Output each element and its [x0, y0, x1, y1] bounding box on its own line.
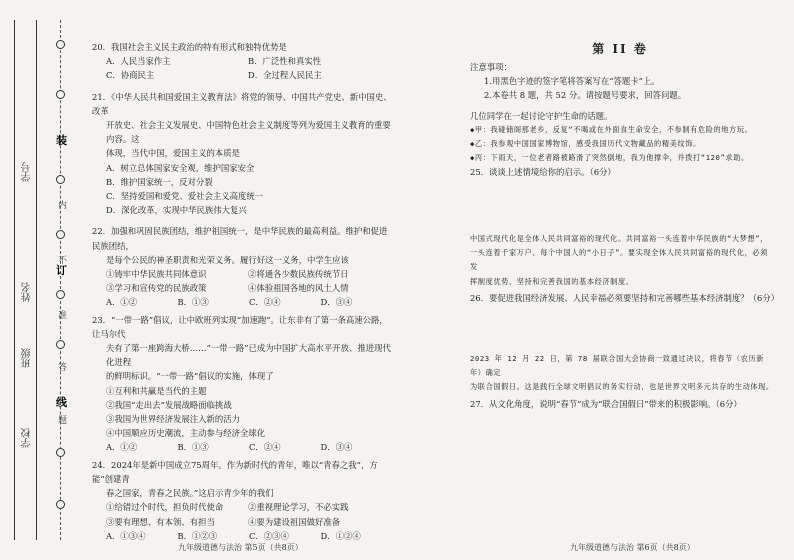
q23-stem-line: 23．“一带一路”倡议，让中欧班列实现“加速跑”。让东非有了第一条高速公路，让马尔代: [92, 314, 388, 339]
margin-circle: [56, 340, 65, 349]
dialogue-line: ◆甲：我碰储阁那老乡，反复“不喝或在外面食生命安全，不参制有危险的地方玩。: [470, 124, 753, 134]
q21-stem-line: 21．《中华人民共和国爱国主义教育法》将党的领导、中国共产党史、新中国史、改革: [92, 91, 392, 116]
q23-option-a: A．①②: [106, 442, 138, 453]
q22-item: ③学习和宣传党的民族政策: [106, 283, 207, 294]
q24-item: ④要为建设祖国做好准备: [248, 516, 341, 527]
q20-option-c: C．协商民主: [106, 70, 155, 81]
q23-options-row: [92, 440, 392, 454]
margin-circle: [56, 90, 65, 99]
passage-26-line: 中国式现代化是全体人民共同富裕的现代化。共同富裕一头连着中华民族的“大梦想”，: [470, 234, 768, 243]
page-footer-left: 九年级道德与法治 第5页（共8页）: [178, 543, 303, 552]
margin-circle: [56, 290, 65, 299]
margin-mark-da: 答: [56, 362, 66, 372]
margin-rule-left: [14, 20, 15, 540]
q24-option-c: C．②③④: [249, 530, 289, 541]
q23-item: ①互利和共赢是当代的主题: [106, 385, 207, 396]
q24-items-row: [92, 500, 392, 514]
note-item: 2.本卷共 8 题，共 52 分。请按题号要求，回答问题。: [484, 90, 687, 101]
q22-option-c: C．②④: [249, 297, 281, 308]
page-footer-right: 九年级道德与法治 第6页（共8页）: [570, 543, 695, 552]
q24-items-row: [92, 515, 392, 529]
margin-circle: [56, 175, 65, 184]
q22-option-d: D．③④: [320, 297, 353, 308]
margin-circle: [56, 500, 65, 509]
q20-options-row: [92, 68, 392, 82]
q22-option-b: B．①③: [177, 297, 209, 308]
q24-option-b: B．①②③: [177, 530, 218, 541]
q22-item: ④体验祖国各地的风土人情: [248, 283, 349, 294]
passage-26: [470, 232, 780, 305]
margin-circle: [56, 448, 65, 457]
margin-circle: [56, 230, 65, 239]
q21-option-b: B．维护国家统一，反对分裂: [106, 176, 213, 187]
q22-options-row: [92, 295, 392, 309]
margin-mark-zhuang: 装: [56, 134, 67, 147]
q22-item: ②将通各少数民族传统节日: [248, 269, 349, 280]
q23-item: ④中国顺应历史潮流，主动参与经济全球化: [106, 428, 266, 439]
passage-26-line: 挥制度优势，坚持和完善我国的基本经济制度。: [470, 276, 634, 286]
q23-option-b: B．①③: [177, 442, 209, 453]
q23-stem-line: 的鲜明标识。“一带一路”倡议的实施，体现了: [106, 371, 274, 382]
margin-mark-xian: 线: [56, 396, 67, 409]
q20-option-b: B．广泛性和真实性: [248, 56, 322, 67]
q22-stem-line: 是每个公民的神圣职责和光荣义务。履行好这一义务，中学生应该: [106, 254, 349, 265]
passage-27-line: 2023 年 12 月 22 日，第 78 届联合国大会协商一致通过决议，将春节（农历新年）确定: [470, 354, 765, 378]
margin-mark-bu: 不: [56, 255, 66, 265]
q22-items-row: [92, 267, 392, 281]
dialogue-line: ◆丙：下雨天，一位老者路被路滑了突然倒地，我为他撑伞，并拨打“120”求助。: [470, 153, 749, 163]
school-label: 学校: [22, 428, 33, 448]
right-question-column: [470, 60, 775, 180]
passage-27: [470, 352, 775, 411]
margin-mark-zhun: 准: [56, 310, 66, 320]
passage-26-line: 一头连着千家万户、每个中国人的“小日子”。要实现全体人民共同富裕的现代化，必须发: [470, 248, 768, 272]
notes-title: 注意事项：: [470, 62, 512, 72]
q24-item: ①给错过个时代，担负时代使命: [106, 502, 224, 513]
q23-stem-line: 夫有了第一座跨海大桥……“一带一路”已成为中国扩大高水平开放、推进现代化进程: [106, 343, 391, 368]
q22-item: ①铸牢中华民族共同体意识: [106, 269, 207, 280]
q22-option-a: A．①②: [106, 297, 138, 308]
q21-stem-line: 开放史、社会主义发展史、中国特色社会主义制度等列为爱国主义教育的重要内容。这: [106, 120, 391, 145]
q20-stem: 20．我国社会主义民主政治的特有形式和独特优势是: [92, 42, 287, 52]
q24-options-row: [92, 529, 392, 543]
q24-option-d: D．①②④: [320, 530, 361, 541]
q22-stem-line: 22．加强和巩固民族团结，维护祖国统一，是中华民族的最高利益。维护和促进民族团结，: [92, 226, 388, 251]
q21-option-c: C．坚持爱国和爱党、爱社会主义高度统一: [106, 191, 264, 202]
q23-option-c: C．②④: [249, 442, 281, 453]
margin-mark-ti: 题: [56, 415, 66, 425]
margin-mark-nei: 内: [56, 200, 66, 210]
q21-option-d: D．深化改革，实现中华民族伟大复兴: [106, 205, 247, 216]
q21-option-a: A．树立总体国家安全观，维护国家安全: [106, 162, 255, 173]
q23-item: ②我国“走出去”发展战略面临挑战: [106, 399, 232, 410]
name-label: 姓名: [22, 282, 33, 302]
q23-option-d: D．③④: [320, 442, 353, 453]
q25-prompt: 25．谈谈上述情境给你的启示。（6分）: [470, 167, 616, 178]
q24-option-a: A．①③④: [106, 530, 146, 541]
section-title: 第 II 卷: [592, 42, 648, 56]
margin-rule-inner: [36, 20, 37, 540]
q23-item: ③我国为世界经济发展注入新的活力: [106, 414, 240, 425]
q22-items-row: [92, 281, 392, 295]
left-question-column: [92, 40, 392, 543]
scenario-intro: 几位同学在一起讨论守护生命的话题。: [470, 110, 613, 121]
q27-prompt: 27．从文化角度，说明“春节”成为“联合国假日”带来的积极影响。（6分）: [470, 398, 742, 409]
margin-circle: [56, 40, 65, 49]
margin-mark-ding: 订: [56, 264, 67, 277]
dialogue-line: ◆乙：我参观中国国家博物馆，感受我国历代文物藏品的精美纹饰。: [470, 139, 701, 149]
q24-stem-line: 春之国家，青春之民族。”这启示青少年的我们: [106, 488, 274, 499]
q24-item: ③要有理想、有本领、有担当: [106, 516, 215, 527]
q20-option-d: D．全过程人民民主: [248, 70, 322, 81]
q24-stem-line: 24．2024年是新中国成立75周年。作为新时代的青年，唯以“青春之我”，方能“创建青: [92, 459, 378, 484]
note-item: 1.用黑色字迹的签字笔将答案写在“答题卡”上。: [484, 76, 660, 87]
q20-options-row: [92, 54, 392, 68]
class-label: 班级: [22, 348, 33, 368]
binding-margin: [0, 0, 80, 560]
q26-prompt: 26．要促进我国经济发展、人民幸福必须要坚持和完善哪些基本经济制度？（6分）: [470, 292, 780, 303]
passage-27-line: 为联合国假日。这是践行全球文明倡议的务实行动，也是世界文明多元共存的生动体现。: [470, 382, 774, 392]
q20-option-a: A．人民当家作主: [106, 56, 171, 67]
q21-stem-line: 体现，当代中国，爱国主义的本质是: [106, 148, 240, 159]
q24-item: ②重视理论学习，不必实践: [248, 502, 349, 513]
student-id-label: 学号: [22, 162, 33, 182]
